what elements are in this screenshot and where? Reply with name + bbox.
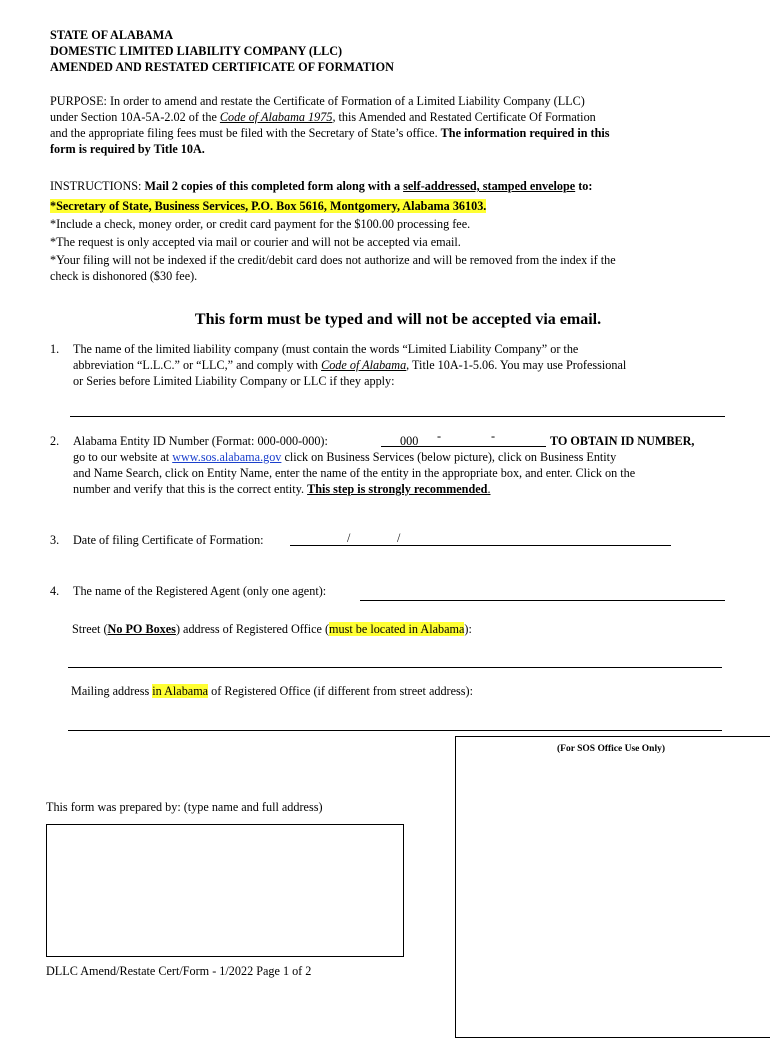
item-2-text-part: click on Business Services (below picture), click on Business Entity <box>281 450 617 464</box>
date-separator: / <box>347 531 351 545</box>
instruction-bullet-index-cont: check is dishonored ($30 fee). <box>50 269 198 283</box>
alabama-requirement: must be located in Alabama <box>329 622 465 636</box>
item-2-number: 2. <box>50 434 60 448</box>
item-2-line-3: and Name Search, click on Entity Name, enter the name of the entity in the appropriate box, and enter. Click on the <box>73 466 636 480</box>
instructions <box>50 178 750 284</box>
mailing-text: Mailing address <box>71 684 153 698</box>
street-address-label <box>72 621 472 637</box>
filing-date-label: Date of filing Certificate of Formation: <box>73 533 264 547</box>
item-1-text <box>73 341 743 389</box>
street-text: ) address of Registered Office ( <box>175 622 330 636</box>
alabama-requirement: in Alabama <box>152 684 209 698</box>
prepared-by-label: This form was prepared by: (type name and full address) <box>46 800 323 814</box>
item-2-text-part: go to our website at <box>73 450 173 464</box>
purpose-line-3 <box>50 125 750 141</box>
prepared-by-box[interactable] <box>46 824 404 957</box>
item-4-number: 4. <box>50 584 60 598</box>
office-use-label: (For SOS Office Use Only) <box>556 744 665 754</box>
sos-website-link[interactable]: www.sos.alabama.gov <box>172 450 282 464</box>
purpose-line-4: form is required by Title 10A. <box>50 142 205 156</box>
header-line-1: STATE OF ALABAMA <box>50 28 174 42</box>
code-reference: Code of Alabama 1975 <box>219 110 333 124</box>
purpose-text: and the appropriate filing fees must be filed with the Secretary of State’s office. <box>50 126 441 140</box>
code-reference: Code of Alabama <box>321 358 407 372</box>
recommendation-text: This step is strongly recommended <box>307 482 488 496</box>
header-title <box>50 27 394 75</box>
entity-id-dash: - <box>437 429 442 443</box>
purpose-bold-text: The information required in this <box>440 126 610 140</box>
page-footer: DLLC Amend/Restate Cert/Form - 1/2022 Page 1 of 2 <box>46 964 312 978</box>
header-line-3: AMENDED AND RESTATED CERTIFICATE OF FORMATION <box>50 60 394 74</box>
mailing-address: *Secretary of State, Business Services, P.O. Box 5616, Montgomery, Alabama 36103. <box>50 199 487 213</box>
registered-agent-label: The name of the Registered Agent (only one agent): <box>73 584 327 598</box>
envelope-requirement: self-addressed, stamped envelope <box>403 179 576 193</box>
entity-id-label: Alabama Entity ID Number (Format: 000-000-000): <box>73 434 328 448</box>
item-3-number: 3. <box>50 533 60 547</box>
typed-notice: This form must be typed and will not be accepted via email. <box>194 311 602 328</box>
purpose-text: under Section 10A-5A-2.02 of the <box>50 110 220 124</box>
item-2-line-2 <box>73 449 733 465</box>
instruction-bullet-fee: *Include a check, money order, or credit card payment for the $100.00 processing fee. <box>50 217 471 231</box>
registered-agent-field[interactable] <box>360 600 725 601</box>
item-2-text-part: number and verify that this is the correct entity. <box>73 482 308 496</box>
purpose-line-1: PURPOSE: In order to amend and restate the Certificate of Formation of a Limited Liability Company (LLC) <box>50 94 585 108</box>
item-1-number: 1. <box>50 342 60 356</box>
office-use-box <box>455 736 770 1038</box>
header-line-2: DOMESTIC LIMITED LIABILITY COMPANY (LLC) <box>50 44 343 58</box>
street-text: Street ( <box>72 622 108 636</box>
instruction-bullet-mail: *The request is only accepted via mail or courier and will not be accepted via email. <box>50 235 461 249</box>
mailing-address-label <box>71 683 473 699</box>
instructions-line <box>50 178 750 194</box>
no-po-boxes: No PO Boxes <box>107 622 176 636</box>
mailing-text: of Registered Office (if different from street address): <box>208 684 473 698</box>
item-2-text-part: . <box>487 482 491 496</box>
instruction-bullet-index: *Your filing will not be indexed if the credit/debit card does not authorize and will be removed from the index if the <box>50 253 616 267</box>
purpose-text: , this Amended and Restated Certificate Of Formation <box>332 110 596 124</box>
item-1-text-part: abbreviation “L.L.C.” or “LLC,” and comply with <box>73 358 322 372</box>
item-1-line: The name of the limited liability company (must contain the words “Limited Liability Company” or the <box>73 342 579 356</box>
instructions-label: INSTRUCTIONS: <box>50 179 145 193</box>
entity-id-prefix: 000 <box>400 434 419 448</box>
instructions-mail-end: to: <box>575 179 593 193</box>
item-2-line-4 <box>73 481 733 497</box>
entity-id-field[interactable] <box>381 446 546 447</box>
entity-id-dash: - <box>491 429 496 443</box>
item-1-text-part: , Title 10A-1-5.06. You may use Professional <box>406 358 627 372</box>
instructions-mail: Mail 2 copies of this completed form along with a <box>144 179 404 193</box>
llc-name-field[interactable] <box>70 416 725 417</box>
mailing-address-field[interactable] <box>68 730 722 731</box>
purpose-line-2 <box>50 109 750 125</box>
item-1-line: or Series before Limited Liability Company or LLC if they apply: <box>73 374 395 388</box>
obtain-id-heading: TO OBTAIN ID NUMBER, <box>550 434 695 448</box>
item-1-line <box>73 357 743 373</box>
street-text: ): <box>464 622 472 636</box>
street-address-field[interactable] <box>68 667 722 668</box>
purpose-paragraph <box>50 93 750 157</box>
item-2-text <box>73 429 733 497</box>
date-separator: / <box>397 531 401 545</box>
